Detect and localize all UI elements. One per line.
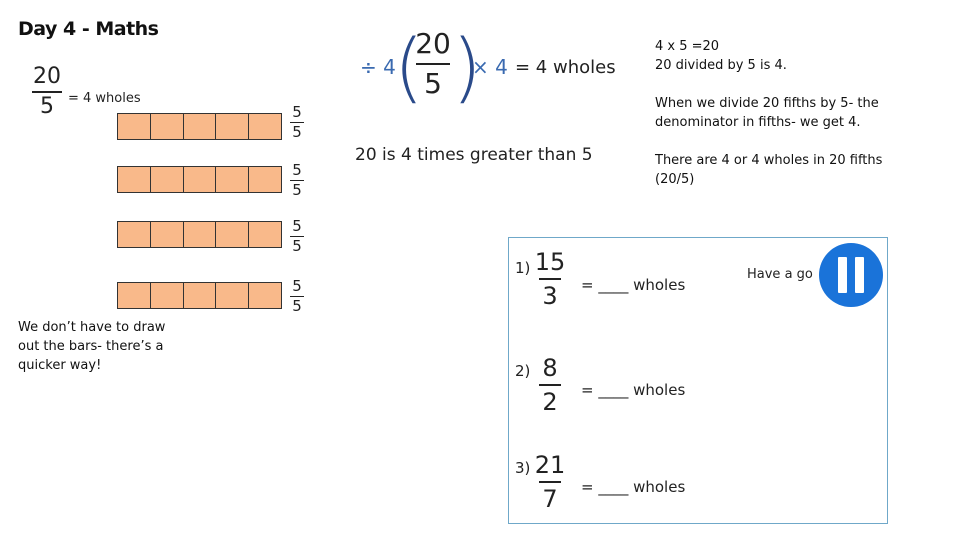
bar-cell <box>184 222 217 247</box>
right-parenthesis: ) <box>452 22 482 111</box>
big-fraction <box>32 66 62 118</box>
bar-cell <box>151 114 184 139</box>
question-3-label: 3) <box>515 459 531 477</box>
bar-cell <box>216 222 249 247</box>
question-1-answer-blank: = ____ wholes <box>581 276 686 294</box>
wholes-paragraph: There are 4 or 4 wholes in 20 fifths (20/5) <box>655 153 883 187</box>
row-fraction-num: 5 <box>292 217 302 235</box>
fraction-bar-model-row <box>117 113 282 140</box>
row-fraction <box>290 219 304 254</box>
bar-cell <box>184 283 217 308</box>
bar-cell <box>151 283 184 308</box>
equation-den: 5 <box>424 67 442 100</box>
bar-cell <box>118 167 151 192</box>
row-fraction-den: 5 <box>292 123 302 141</box>
fraction-bar <box>539 384 561 386</box>
row-fraction <box>290 279 304 314</box>
question-3-den: 7 <box>542 485 558 513</box>
fraction-bar <box>416 63 450 65</box>
question-1-num: 15 <box>534 248 566 276</box>
divide-operator: ÷ 4 <box>360 55 396 79</box>
note-text: We don’t have to draw out the bars- there’s a quicker way! <box>18 320 166 373</box>
left-parenthesis: ( <box>394 22 424 111</box>
question-1-fraction <box>534 248 566 310</box>
bar-cell <box>184 167 217 192</box>
fraction-bar <box>539 481 561 483</box>
row-fraction-den: 5 <box>292 297 302 315</box>
bar-cell <box>184 114 217 139</box>
statement-text: 20 is 4 times greater than 5 <box>355 145 593 165</box>
fraction-bar <box>539 278 561 280</box>
row-fraction-num: 5 <box>292 103 302 121</box>
have-a-go-label: Have a go <box>747 267 813 282</box>
explanation-paragraph: When we divide 20 fifths by 5- the denominator in fifths- we get 4. <box>655 96 879 130</box>
row-fraction-den: 5 <box>292 237 302 255</box>
equation-num: 20 <box>415 27 451 60</box>
bar-cell <box>216 114 249 139</box>
row-fraction <box>290 163 304 198</box>
question-2-answer-blank: = ____ wholes <box>581 381 686 399</box>
row-fraction-num: 5 <box>292 161 302 179</box>
bar-cell <box>151 167 184 192</box>
bar-cell <box>118 114 151 139</box>
question-2-fraction <box>539 356 561 414</box>
bar-cell <box>216 283 249 308</box>
question-3-answer-blank: = ____ wholes <box>581 478 686 496</box>
fraction-numerator: 20 <box>33 64 61 89</box>
row-fraction-num: 5 <box>292 277 302 295</box>
row-fraction <box>290 105 304 140</box>
fraction-bar-model-row <box>117 166 282 193</box>
bar-cell <box>118 283 151 308</box>
page-title: Day 4 - Maths <box>18 18 159 40</box>
fraction-bar-model-row <box>117 282 282 309</box>
bar-cell <box>151 222 184 247</box>
bar-cell <box>249 222 281 247</box>
equals-wholes-text: = 4 wholes <box>68 91 141 106</box>
calc-line-2: 20 divided by 5 is 4. <box>655 58 787 73</box>
practice-panel <box>508 237 888 524</box>
equation-fraction <box>415 27 451 100</box>
calc-line-1: 4 x 5 =20 <box>655 39 720 54</box>
multiply-operator: × 4 <box>472 55 508 79</box>
fraction-denominator: 5 <box>40 94 54 119</box>
question-3-fraction <box>534 451 566 513</box>
question-1-label: 1) <box>515 259 531 277</box>
bar-cell <box>249 283 281 308</box>
bar-cell <box>216 167 249 192</box>
fraction-bar <box>32 91 62 93</box>
question-1-den: 3 <box>542 282 558 310</box>
equation-result: = 4 wholes <box>515 57 616 78</box>
question-3-num: 21 <box>534 451 566 479</box>
bar-cell <box>249 114 281 139</box>
question-2-den: 2 <box>542 388 558 416</box>
division-equation <box>360 22 620 111</box>
question-2-label: 2) <box>515 362 531 380</box>
question-2-num: 8 <box>542 354 558 382</box>
bar-cell <box>118 222 151 247</box>
pause-icon <box>819 243 883 307</box>
bar-cell <box>249 167 281 192</box>
row-fraction-den: 5 <box>292 181 302 199</box>
fraction-bar-model-row <box>117 221 282 248</box>
